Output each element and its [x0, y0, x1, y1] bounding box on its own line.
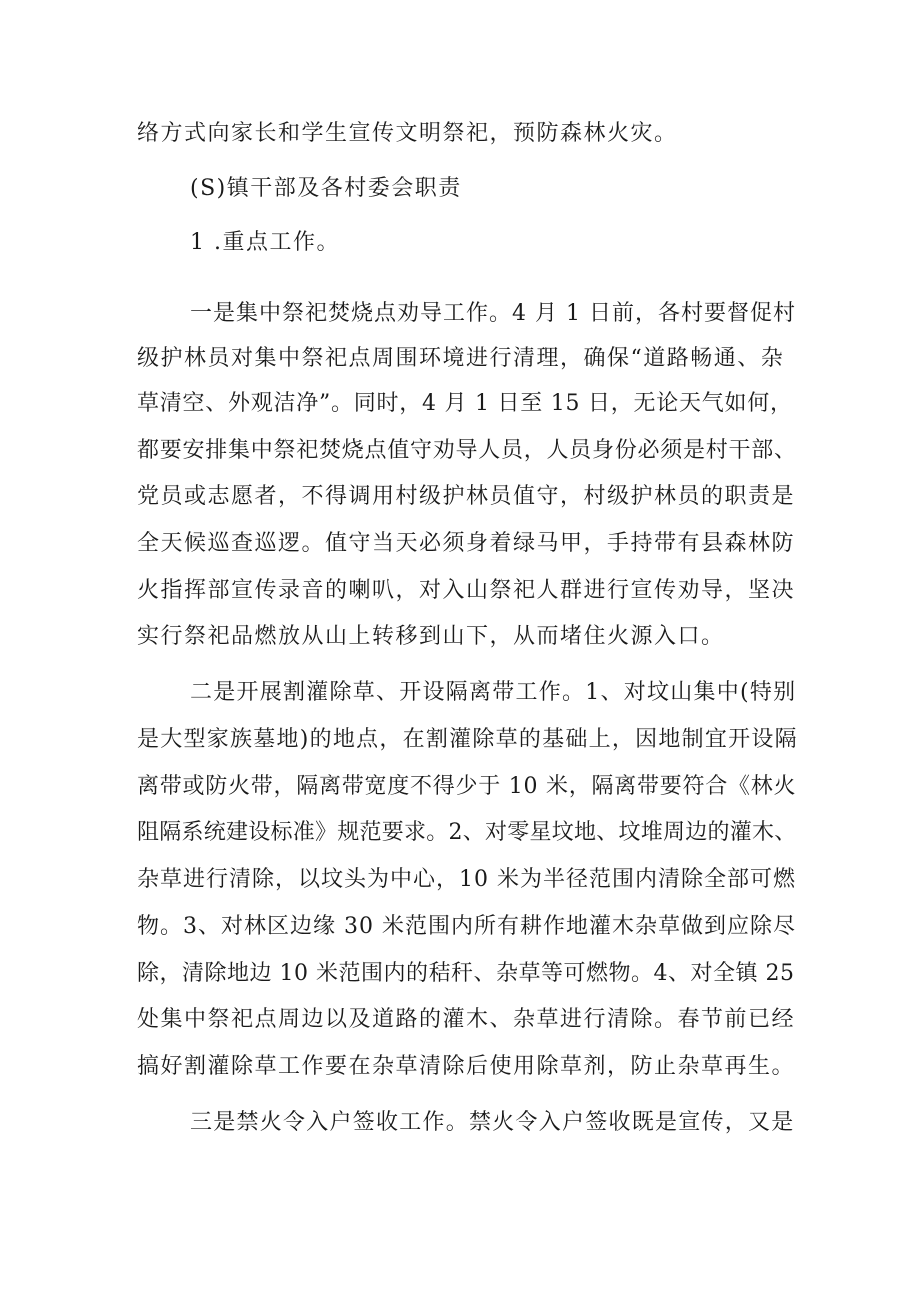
text-line: 级护林员对集中祭祀点周围环境进行清理，确保“道路畅通、杂: [137, 346, 785, 371]
text-line: 处集中祭祀点周边以及道路的灌木、杂草进行清除。春节前已经: [137, 1007, 796, 1032]
text-line: 搞好割灌除草工作要在杂草清除后使用除草剂，防止杂草再生。: [137, 1054, 796, 1079]
subsection-heading: 1 .重点工作。: [190, 230, 340, 255]
text-line: 火指挥部宣传录音的喇叭，对入山祭祀人群进行宣传劝导，坚决: [137, 578, 796, 603]
text-line: 二是开展割灌除草、开设隔离带工作。1、对坟山集中(特别: [190, 680, 797, 705]
text-line: 离带或防火带，隔离带宽度不得少于 10 米，隔离带要符合《林火: [137, 774, 797, 799]
text-line: 络方式向家长和学生宣传文明祭祀，预防森林火灾。: [137, 121, 678, 146]
text-line: 都要安排集中祭祀焚烧点值守劝导人员，人员身份必须是村干部、: [137, 438, 797, 463]
text-line: 阻隔系统建设标准》规范要求。2、对零星坟地、坟堆周边的灌木、: [137, 820, 797, 845]
text-line: 一是集中祭祀焚烧点劝导工作。4 月 1 日前，各村要督促村: [190, 301, 796, 326]
section-heading: (S)镇干部及各村委会职责: [190, 176, 462, 201]
text-line: 全天候巡查巡逻。值守当天必须身着绿马甲，手持带有县森林防: [137, 531, 796, 556]
text-line: 杂草进行清除，以坟头为中心，10 米为半径范围内清除全部可燃: [137, 867, 796, 892]
text-line: 是大型家族墓地)的地点，在割灌除草的基础上，因地制宜开设隔: [137, 727, 798, 752]
text-line: 三是禁火令入户签收工作。禁火令入户签收既是宣传，又是: [190, 1110, 795, 1135]
text-line: 草清空、外观洁净”。同时，4 月 1 日至 15 日，无论天气如何，: [137, 391, 793, 416]
text-line: 除，清除地边 10 米范围内的秸秆、杂草等可燃物。4、对全镇 25: [137, 961, 795, 986]
text-line: 实行祭祀品燃放从山上转移到山下，从而堵住火源入口。: [137, 624, 725, 649]
text-line: 物。3、对林区边缘 30 米范围内所有耕作地灌木杂草做到应除尽: [137, 914, 796, 939]
text-line: 党员或志愿者，不得调用村级护林员值守，村级护林员的职责是: [137, 484, 796, 509]
